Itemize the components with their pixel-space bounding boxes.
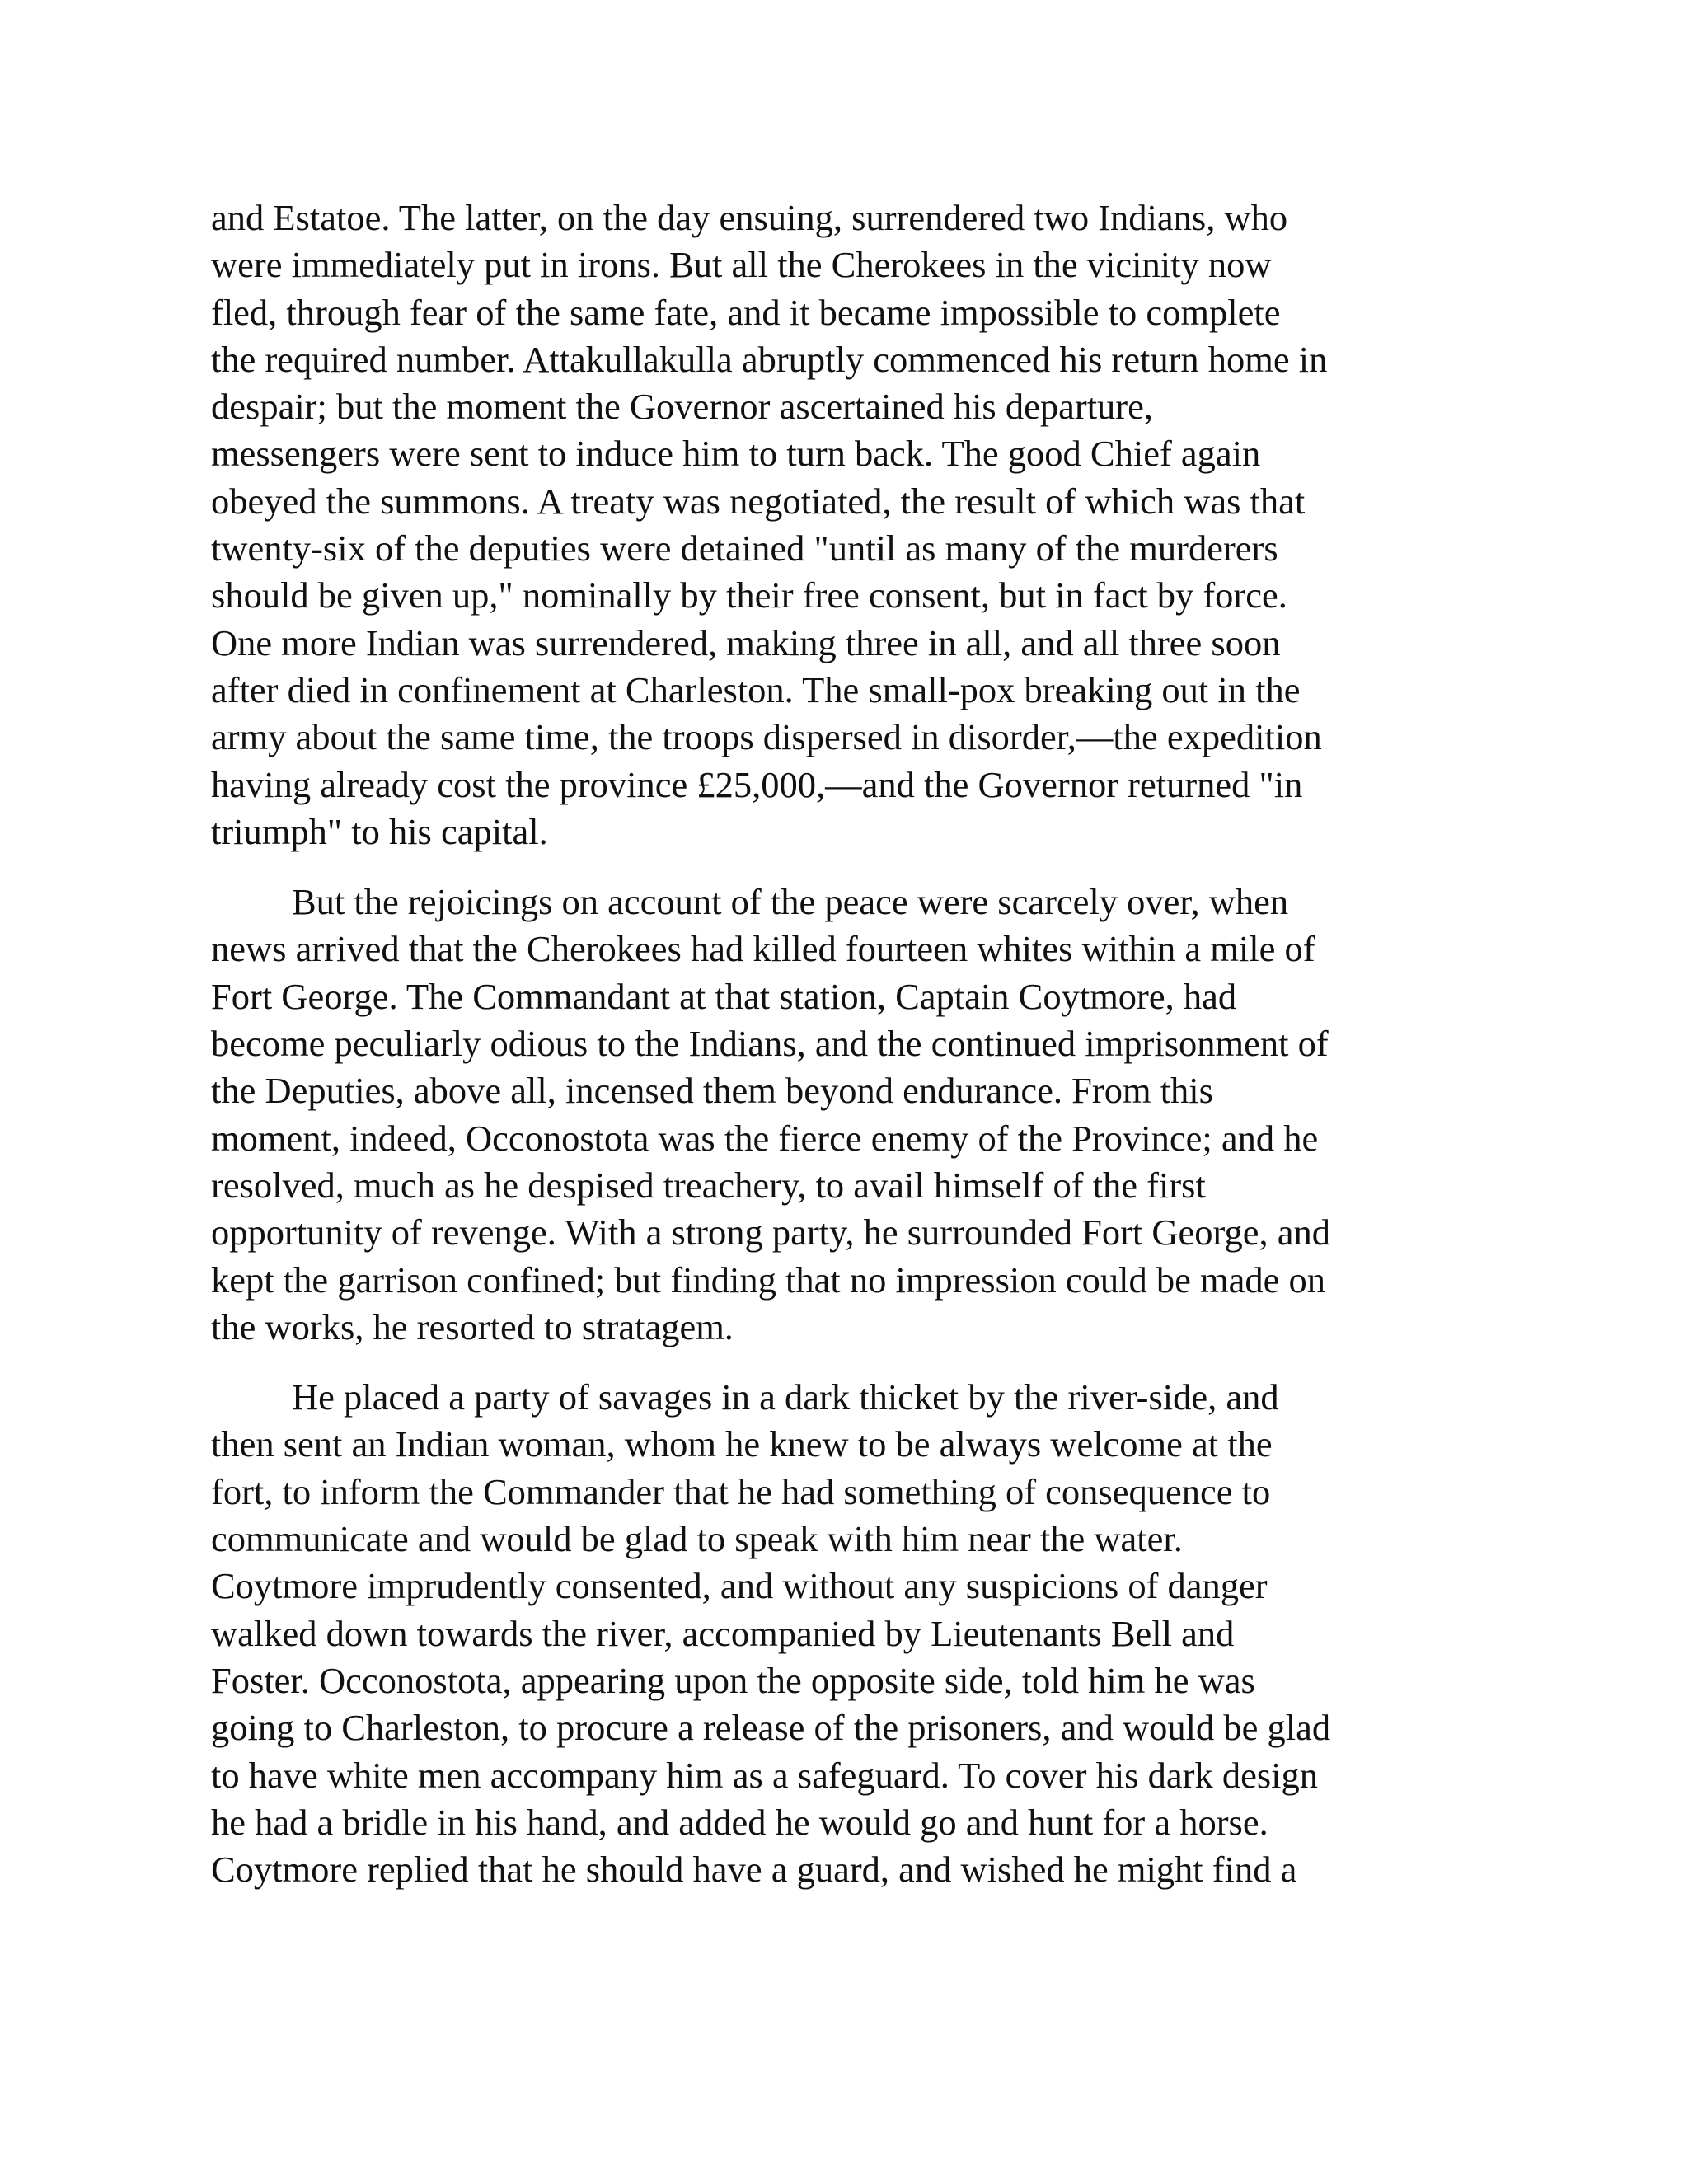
text-line: and Estatoe. The latter, on the day ensuing, surrendered two Indians, who bbox=[211, 197, 1288, 238]
text-line: the works, he resorted to stratagem. bbox=[211, 1305, 734, 1347]
paragraph-1 bbox=[211, 194, 1497, 855]
text-line: having already cost the province £25,000,—and the Governor returned "in bbox=[211, 763, 1303, 805]
text-line: he had a bridle in his hand, and added he would go and hunt for a horse. bbox=[211, 1801, 1268, 1843]
text-line: Coytmore imprudently consented, and without any suspicions of danger bbox=[211, 1565, 1268, 1607]
text-line: But the rejoicings on account of the peace were scarcely over, when bbox=[292, 881, 1289, 923]
text-line: moment, indeed, Occonostota was the fierce enemy of the Province; and he bbox=[211, 1117, 1319, 1159]
text-line: after died in confinement at Charleston. The small-pox breaking out in the bbox=[211, 668, 1301, 710]
text-line: twenty-six of the deputies were detained "until as many of the murderers bbox=[211, 527, 1278, 569]
text-line: army about the same time, the troops dispersed in disorder,—the expedition bbox=[211, 716, 1322, 758]
text-line: Foster. Occonostota, appearing upon the opposite side, told him he was bbox=[211, 1659, 1255, 1701]
body-text bbox=[211, 194, 1497, 1893]
text-line: messengers were sent to induce him to turn back. The good Chief again bbox=[211, 433, 1261, 475]
text-line: kept the garrison confined; but finding that no impression could be made on bbox=[211, 1258, 1326, 1301]
paragraph-3 bbox=[211, 1374, 1497, 1893]
text-line: to have white men accompany him as a safeguard. To cover his dark design bbox=[211, 1754, 1318, 1796]
text-line: Coytmore replied that he should have a guard, and wished he might find a bbox=[211, 1849, 1297, 1891]
text-line: He placed a party of savages in a dark thicket by the river-side, and bbox=[292, 1376, 1279, 1418]
text-line: were immediately put in irons. But all the Cherokees in the vicinity now bbox=[211, 244, 1272, 286]
text-line: the required number. Attakullakulla abruptly commenced his return home in bbox=[211, 338, 1328, 380]
text-line: become peculiarly odious to the Indians, and the continued imprisonment of bbox=[211, 1023, 1329, 1065]
text-line: fort, to inform the Commander that he had something of consequence to bbox=[211, 1470, 1271, 1512]
text-line: triumph" to his capital. bbox=[211, 810, 548, 852]
paragraph-2 bbox=[211, 879, 1497, 1351]
text-line: communicate and would be glad to speak with him near the water. bbox=[211, 1518, 1183, 1560]
text-line: resolved, much as he despised treachery, to avail himself of the first bbox=[211, 1164, 1206, 1206]
text-line: opportunity of revenge. With a strong party, he surrounded Fort George, and bbox=[211, 1212, 1331, 1254]
text-line: the Deputies, above all, incensed them beyond endurance. From this bbox=[211, 1070, 1213, 1112]
text-line: news arrived that the Cherokees had killed fourteen whites within a mile of bbox=[211, 928, 1315, 970]
text-line: should be given up," nominally by their free consent, but in fact by force. bbox=[211, 574, 1287, 616]
text-line: going to Charleston, to procure a release of the prisoners, and would be glad bbox=[211, 1707, 1331, 1749]
text-line: obeyed the summons. A treaty was negotiated, the result of which was that bbox=[211, 480, 1306, 522]
text-line: walked down towards the river, accompanied by Lieutenants Bell and bbox=[211, 1612, 1235, 1654]
text-line: One more Indian was surrendered, making three in all, and all three soon bbox=[211, 621, 1281, 663]
text-line: Fort George. The Commandant at that station, Captain Coytmore, had bbox=[211, 975, 1237, 1017]
text-line: then sent an Indian woman, whom he knew to be always welcome at the bbox=[211, 1423, 1273, 1465]
text-line: despair; but the moment the Governor ascertained his departure, bbox=[211, 386, 1154, 428]
text-line: fled, through fear of the same fate, and it became impossible to complete bbox=[211, 291, 1281, 333]
